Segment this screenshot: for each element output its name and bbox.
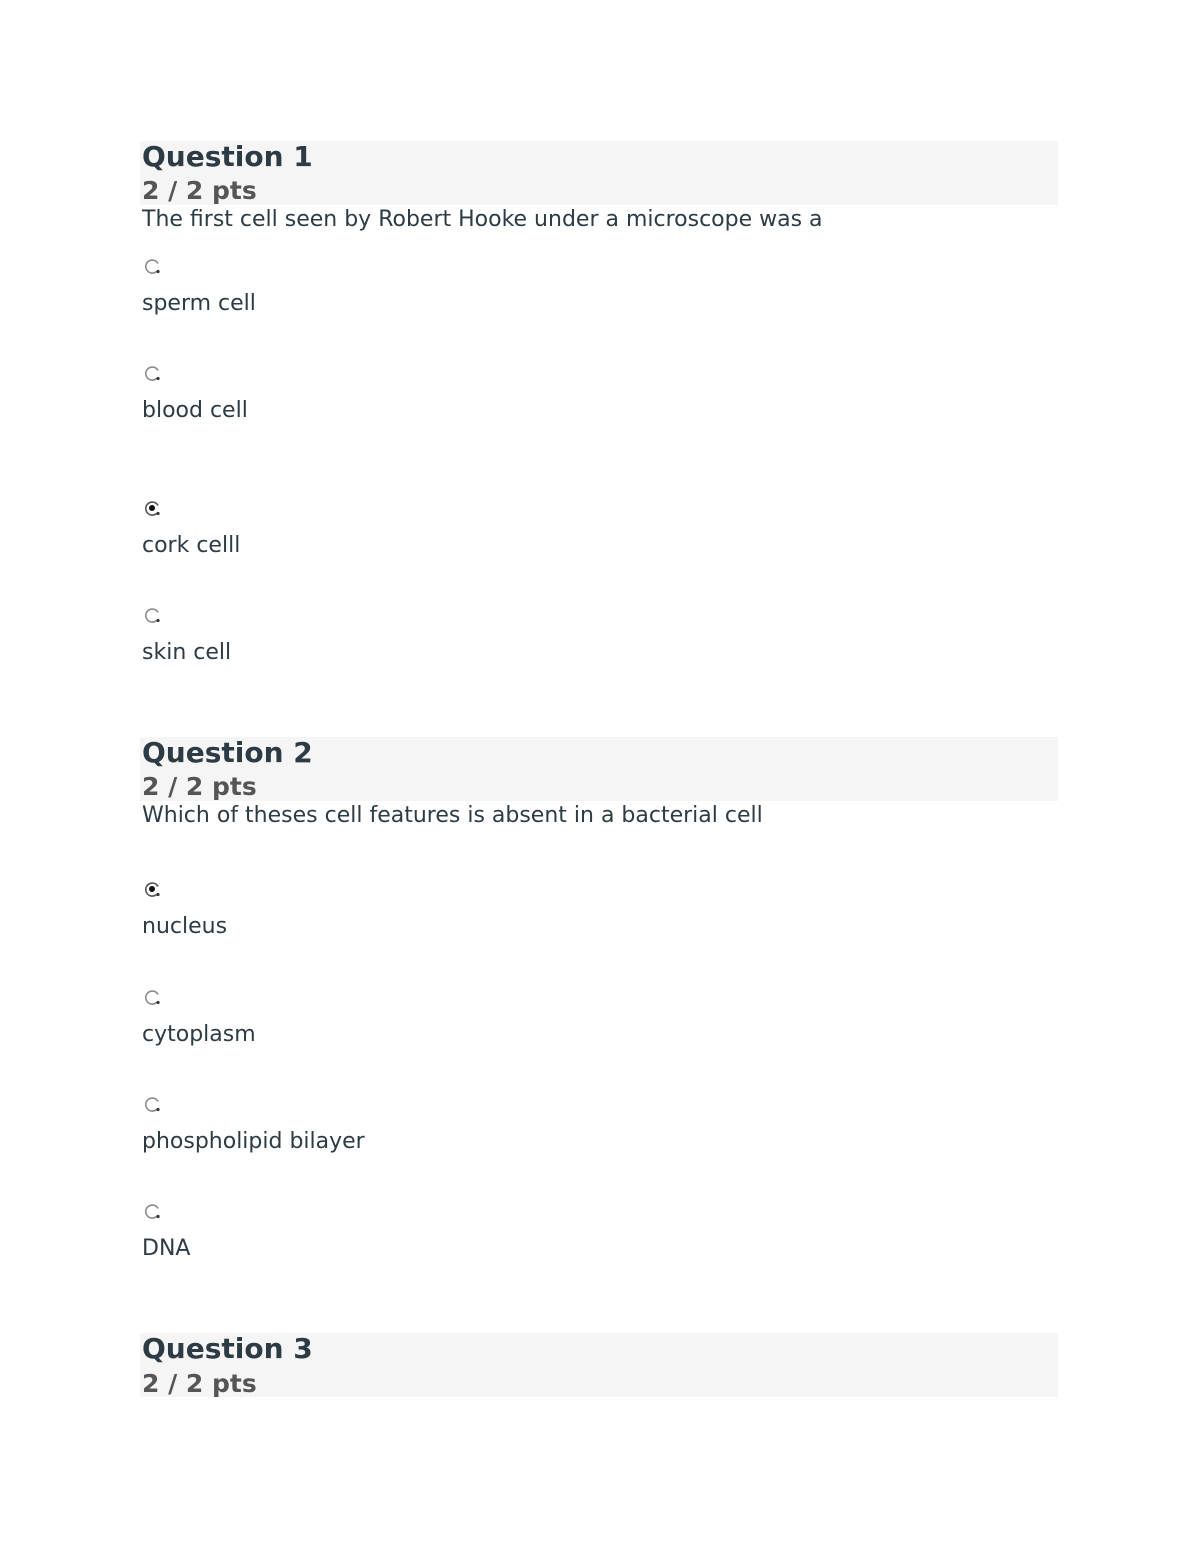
answer-q1-a2: blood cell (142, 398, 248, 423)
radio-q1-a2[interactable] (144, 365, 160, 381)
question-2-title: Question 2 (142, 736, 313, 769)
radio-q1-a1[interactable] (144, 258, 160, 274)
answer-q2-a4: DNA (142, 1236, 191, 1261)
question-2-text: Which of theses cell features is absent in a bacterial cell (142, 803, 763, 828)
radio-q2-a4[interactable] (144, 1203, 160, 1219)
question-2-points: 2 / 2 pts (142, 772, 257, 801)
radio-q2-a1-selected[interactable] (144, 881, 160, 897)
answer-q2-a1: nucleus (142, 914, 228, 939)
radio-q2-a2[interactable] (144, 989, 160, 1005)
answer-q1-a1: sperm cell (142, 291, 256, 316)
answer-q1-a3: cork celll (142, 533, 241, 558)
answer-q2-a2: cytoplasm (142, 1022, 256, 1047)
question-1-text: The first cell seen by Robert Hooke under a microscope was a (142, 207, 823, 232)
question-1-points: 2 / 2 pts (142, 176, 257, 205)
answer-q1-a4: skin cell (142, 640, 232, 665)
radio-q1-a4[interactable] (144, 607, 160, 623)
question-3-points: 2 / 2 pts (142, 1369, 257, 1398)
radio-q2-a3[interactable] (144, 1096, 160, 1112)
question-1-title: Question 1 (142, 140, 313, 173)
answer-q2-a3: phospholipid bilayer (142, 1129, 365, 1154)
radio-q1-a3-selected[interactable] (144, 500, 160, 516)
question-3-title: Question 3 (142, 1332, 313, 1365)
